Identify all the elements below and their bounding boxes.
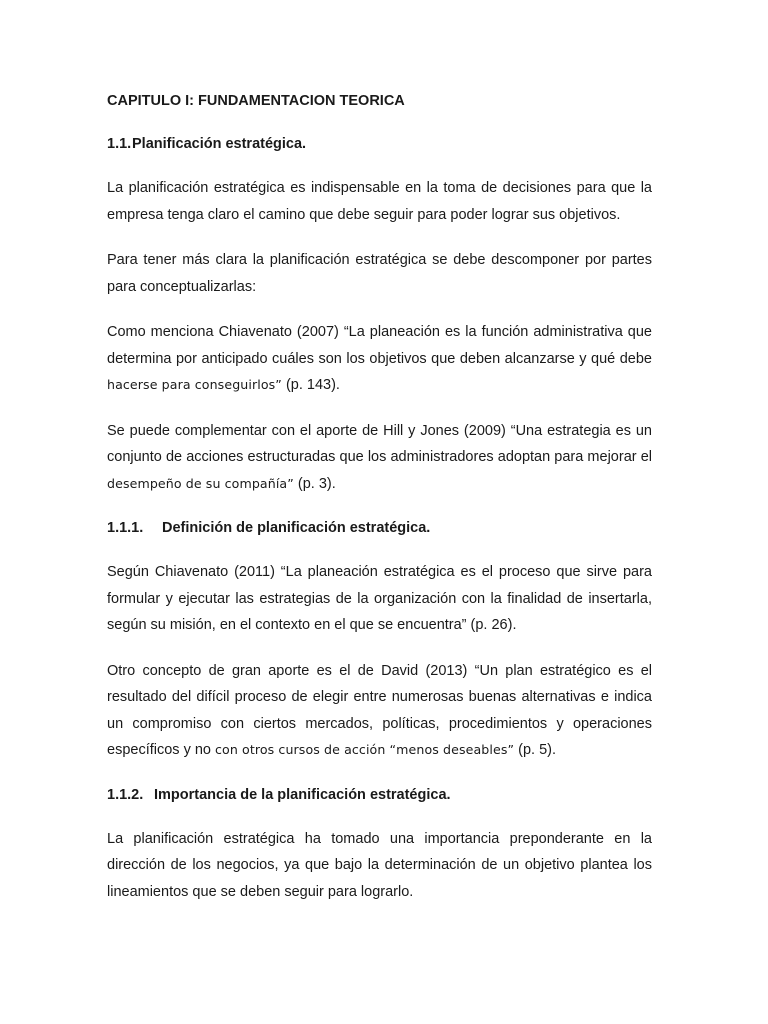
subsection-heading-1-1-1 — [107, 516, 652, 540]
quote-text: Otro concepto de gran aporte es el de David (2013) “Un plan estratégico es el resultado del difícil proceso de elegir entre numerosas buenas alternativas e indica un compromiso con ciertos mercados, políticas, procedimientos y operaciones específicos y no — [107, 662, 652, 758]
section-heading-1-1 — [107, 132, 652, 156]
section-number: 1.1. — [107, 136, 132, 152]
subsection-heading-1-1-2 — [107, 783, 652, 807]
citation-page: (p. 143). — [281, 377, 340, 393]
paragraph-3-chiavenato-quote — [107, 319, 652, 399]
citation-page: (p. 3). — [293, 475, 336, 492]
subsection-number: 1.1.2. — [107, 786, 144, 803]
paragraph-1: La planificación estratégica es indispensable en la toma de decisiones para que la empresa tenga claro el camino que debe seguir para poder lograr sus objetivos. — [107, 180, 652, 223]
document-page — [107, 89, 652, 924]
quote-text: Como menciona Chiavenato (2007) “La planeación es la función administrativa que determina por anticipado cuáles son los objetivos que deben alcanzarse y qué debe — [107, 324, 652, 367]
quote-text-end: hacerse para conseguirlos” — [107, 377, 282, 392]
citation-page: (p. 5). — [514, 742, 557, 758]
subsection-title: Importancia de la planificación estratégica. — [154, 786, 451, 803]
paragraph-4-hill-jones-quote — [107, 418, 652, 498]
paragraph-5-chiavenato-2011: Según Chiavenato (2011) “La planeación estratégica es el proceso que sirve para formular y ejecutar las estrategias de la organización con la finalidad de insertarla, según su misión, en el contexto en el que se encuentra” (p. 26). — [107, 564, 652, 633]
paragraph-2: Para tener más clara la planificación estratégica se debe descomponer por partes para conceptualizarlas: — [107, 252, 652, 295]
paragraph-7-importancia: La planificación estratégica ha tomado una importancia preponderante en la dirección de los negocios, ya que bajo la determinación de un objetivo plantea los lineamientos que se deben seguir para lograrlo. — [107, 830, 652, 900]
quote-text-end: desempeño de su compañía” — [107, 475, 294, 491]
paragraph-6-david-quote — [107, 658, 652, 764]
quote-text: Se puede complementar con el aporte de Hill y Jones (2009) “Una estrategia es un conjunto de acciones estructuradas que los administradores adoptan para mejorar el — [107, 422, 652, 465]
chapter-title: CAPITULO I: FUNDAMENTACION TEORICA — [107, 93, 405, 109]
subsection-number: 1.1.1. — [107, 520, 144, 536]
section-title: Planificación estratégica. — [132, 136, 307, 152]
subsection-title: Definición de planificación estratégica. — [162, 520, 431, 536]
quote-text-end: con otros cursos de acción “menos deseables” — [215, 742, 515, 757]
